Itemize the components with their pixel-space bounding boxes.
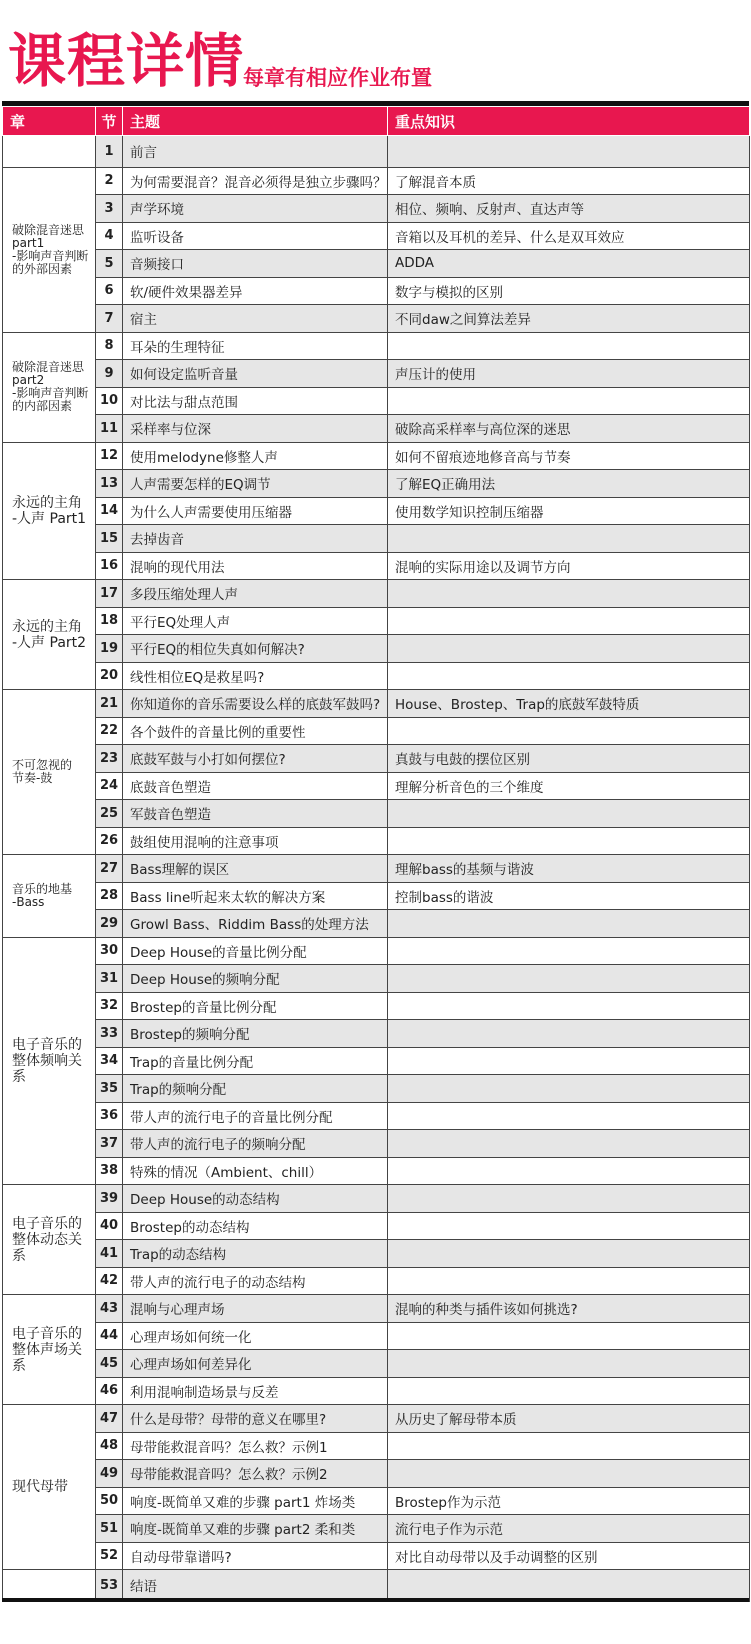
topic-cell: Growl Bass、Riddim Bass的处理方法 xyxy=(123,910,388,938)
chapter-cell: 破除混音迷思part1 -影响声音判断的外部因素 xyxy=(3,167,96,332)
key-knowledge-cell: 如何不留痕迹地修音高与节奏 xyxy=(388,442,750,470)
topic-cell: 前言 xyxy=(123,136,388,168)
key-knowledge-cell xyxy=(388,992,750,1020)
section-number-cell: 23 xyxy=(96,745,123,773)
section-number-cell: 19 xyxy=(96,635,123,663)
key-knowledge-cell xyxy=(388,662,750,690)
topic-cell: 声学环境 xyxy=(123,195,388,223)
section-number-cell: 9 xyxy=(96,360,123,388)
column-header-topic: 主题 xyxy=(123,107,388,136)
table-row xyxy=(3,305,750,333)
key-knowledge-cell xyxy=(388,1240,750,1268)
key-knowledge-cell xyxy=(388,1075,750,1103)
section-number-cell: 11 xyxy=(96,415,123,443)
key-knowledge-cell xyxy=(388,827,750,855)
section-number-cell: 45 xyxy=(96,1350,123,1378)
key-knowledge-cell: 真鼓与电鼓的摆位区别 xyxy=(388,745,750,773)
topic-cell: 使用melodyne修整人声 xyxy=(123,442,388,470)
key-knowledge-cell xyxy=(388,1157,750,1185)
table-row xyxy=(3,580,750,608)
table-row xyxy=(3,882,750,910)
section-number-cell: 16 xyxy=(96,552,123,580)
table-row xyxy=(3,167,750,195)
table-row xyxy=(3,965,750,993)
table-row xyxy=(3,195,750,223)
table-row xyxy=(3,1432,750,1460)
table-row xyxy=(3,222,750,250)
section-number-cell: 43 xyxy=(96,1295,123,1323)
section-number-cell: 18 xyxy=(96,607,123,635)
key-knowledge-cell xyxy=(388,1185,750,1213)
section-number-cell: 39 xyxy=(96,1185,123,1213)
section-number-cell: 30 xyxy=(96,937,123,965)
key-knowledge-cell: 了解混音本质 xyxy=(388,167,750,195)
table-row xyxy=(3,910,750,938)
section-number-cell: 29 xyxy=(96,910,123,938)
section-number-cell: 49 xyxy=(96,1460,123,1488)
topic-cell: 响度-既简单又难的步骤 part1 炸场类 xyxy=(123,1487,388,1515)
table-row xyxy=(3,937,750,965)
key-knowledge-cell xyxy=(388,1212,750,1240)
topic-cell: 耳朵的生理特征 xyxy=(123,332,388,360)
section-number-cell: 42 xyxy=(96,1267,123,1295)
topic-cell: Deep House的动态结构 xyxy=(123,1185,388,1213)
key-knowledge-cell: 控制bass的谐波 xyxy=(388,882,750,910)
key-knowledge-cell: 音箱以及耳机的差异、什么是双耳效应 xyxy=(388,222,750,250)
column-header-chapter: 章 xyxy=(3,107,96,136)
chapter-cell: 破除混音迷思part2 -影响声音判断的内部因素 xyxy=(3,332,96,442)
table-row xyxy=(3,1130,750,1158)
section-number-cell: 10 xyxy=(96,387,123,415)
topic-cell: 底鼓军鼓与小打如何摆位? xyxy=(123,745,388,773)
key-knowledge-cell: 对比自动母带以及手动调整的区别 xyxy=(388,1542,750,1570)
topic-cell: 母带能救混音吗？怎么救？示例2 xyxy=(123,1460,388,1488)
key-knowledge-cell: 从历史了解母带本质 xyxy=(388,1405,750,1433)
table-row xyxy=(3,1020,750,1048)
topic-cell: 底鼓音色塑造 xyxy=(123,772,388,800)
column-header-section: 节 xyxy=(96,107,123,136)
section-number-cell: 44 xyxy=(96,1322,123,1350)
section-number-cell: 51 xyxy=(96,1515,123,1543)
chapter-cell: 永远的主角 -人声 Part1 xyxy=(3,442,96,580)
topic-cell: Deep House的频响分配 xyxy=(123,965,388,993)
section-number-cell: 20 xyxy=(96,662,123,690)
topic-cell: 鼓组使用混响的注意事项 xyxy=(123,827,388,855)
table-row xyxy=(3,1377,750,1405)
table-row xyxy=(3,497,750,525)
key-knowledge-cell xyxy=(388,607,750,635)
key-knowledge-cell xyxy=(388,387,750,415)
table-row xyxy=(3,855,750,883)
table-row xyxy=(3,1487,750,1515)
section-number-cell: 15 xyxy=(96,525,123,553)
topic-cell: 自动母带靠谱吗? xyxy=(123,1542,388,1570)
section-number-cell: 7 xyxy=(96,305,123,333)
page-header xyxy=(0,0,751,104)
chapter-cell: 音乐的地基 -Bass xyxy=(3,855,96,938)
topic-cell: Trap的频响分配 xyxy=(123,1075,388,1103)
topic-cell: 监听设备 xyxy=(123,222,388,250)
topic-cell: 平行EQ处理人声 xyxy=(123,607,388,635)
key-knowledge-cell: 相位、频响、反射声、直达声等 xyxy=(388,195,750,223)
table-row xyxy=(3,1515,750,1543)
key-knowledge-cell: 流行电子作为示范 xyxy=(388,1515,750,1543)
chapter-cell xyxy=(3,1570,96,1602)
topic-cell: 混响的现代用法 xyxy=(123,552,388,580)
topic-cell: 各个鼓件的音量比例的重要性 xyxy=(123,717,388,745)
section-number-cell: 27 xyxy=(96,855,123,883)
key-knowledge-cell xyxy=(388,965,750,993)
table-row xyxy=(3,1240,750,1268)
page-title: 课程详情 xyxy=(8,27,245,95)
section-number-cell: 47 xyxy=(96,1405,123,1433)
key-knowledge-cell: 混响的实际用途以及调节方向 xyxy=(388,552,750,580)
section-number-cell: 21 xyxy=(96,690,123,718)
key-knowledge-cell: 数字与模拟的区别 xyxy=(388,277,750,305)
section-number-cell: 6 xyxy=(96,277,123,305)
chapter-cell: 电子音乐的 整体频响关系 xyxy=(3,937,96,1185)
key-knowledge-cell xyxy=(388,1350,750,1378)
key-knowledge-cell xyxy=(388,635,750,663)
table-row xyxy=(3,717,750,745)
section-number-cell: 28 xyxy=(96,882,123,910)
table-row xyxy=(3,1047,750,1075)
section-number-cell: 32 xyxy=(96,992,123,1020)
table-row xyxy=(3,442,750,470)
table-row xyxy=(3,332,750,360)
topic-cell: 混响与心理声场 xyxy=(123,1295,388,1323)
key-knowledge-cell xyxy=(388,800,750,828)
table-row xyxy=(3,635,750,663)
table-row xyxy=(3,136,750,168)
section-number-cell: 48 xyxy=(96,1432,123,1460)
topic-cell: 结语 xyxy=(123,1570,388,1602)
table-row xyxy=(3,1212,750,1240)
section-number-cell: 2 xyxy=(96,167,123,195)
section-number-cell: 31 xyxy=(96,965,123,993)
key-knowledge-cell xyxy=(388,580,750,608)
section-number-cell: 12 xyxy=(96,442,123,470)
section-number-cell: 13 xyxy=(96,470,123,498)
table-row xyxy=(3,415,750,443)
chapter-cell: 电子音乐的 整体声场关系 xyxy=(3,1295,96,1405)
topic-cell: 响度-既简单又难的步骤 part2 柔和类 xyxy=(123,1515,388,1543)
section-number-cell: 52 xyxy=(96,1542,123,1570)
topic-cell: 母带能救混音吗？怎么救？示例1 xyxy=(123,1432,388,1460)
section-number-cell: 33 xyxy=(96,1020,123,1048)
key-knowledge-cell xyxy=(388,1130,750,1158)
table-row xyxy=(3,772,750,800)
topic-cell: Brostep的音量比例分配 xyxy=(123,992,388,1020)
section-number-cell: 3 xyxy=(96,195,123,223)
topic-cell: 多段压缩处理人声 xyxy=(123,580,388,608)
table-body xyxy=(3,136,750,1602)
topic-cell: 对比法与甜点范围 xyxy=(123,387,388,415)
chapter-cell xyxy=(3,136,96,168)
key-knowledge-cell xyxy=(388,1322,750,1350)
key-knowledge-cell xyxy=(388,1377,750,1405)
key-knowledge-cell xyxy=(388,1102,750,1130)
topic-cell: 带人声的流行电子的音量比例分配 xyxy=(123,1102,388,1130)
table-row xyxy=(3,277,750,305)
topic-cell: 线性相位EQ是救星吗? xyxy=(123,662,388,690)
table-row xyxy=(3,1460,750,1488)
table-row xyxy=(3,250,750,278)
section-number-cell: 24 xyxy=(96,772,123,800)
topic-cell: 你知道你的音乐需要设么样的底鼓军鼓吗? xyxy=(123,690,388,718)
table-row xyxy=(3,1295,750,1323)
key-knowledge-cell: 不同daw之间算法差异 xyxy=(388,305,750,333)
table-row xyxy=(3,745,750,773)
key-knowledge-cell xyxy=(388,525,750,553)
table-row xyxy=(3,827,750,855)
chapter-cell: 电子音乐的 整体动态关系 xyxy=(3,1185,96,1295)
key-knowledge-cell xyxy=(388,1020,750,1048)
section-number-cell: 34 xyxy=(96,1047,123,1075)
key-knowledge-cell xyxy=(388,332,750,360)
key-knowledge-cell: 混响的种类与插件该如何挑选? xyxy=(388,1295,750,1323)
topic-cell: 音频接口 xyxy=(123,250,388,278)
table-row xyxy=(3,607,750,635)
topic-cell: Deep House的音量比例分配 xyxy=(123,937,388,965)
table-row xyxy=(3,552,750,580)
section-number-cell: 41 xyxy=(96,1240,123,1268)
topic-cell: Bass line听起来太软的解决方案 xyxy=(123,882,388,910)
table-row xyxy=(3,690,750,718)
topic-cell: Brostep的频响分配 xyxy=(123,1020,388,1048)
chapter-cell: 现代母带 xyxy=(3,1405,96,1570)
topic-cell: 人声需要怎样的EQ调节 xyxy=(123,470,388,498)
section-number-cell: 36 xyxy=(96,1102,123,1130)
table-row xyxy=(3,360,750,388)
topic-cell: 为何需要混音？混音必须得是独立步骤吗？ xyxy=(123,167,388,195)
table-row xyxy=(3,1157,750,1185)
key-knowledge-cell xyxy=(388,717,750,745)
key-knowledge-cell: ADDA xyxy=(388,250,750,278)
key-knowledge-cell: 理解分析音色的三个维度 xyxy=(388,772,750,800)
key-knowledge-cell xyxy=(388,1570,750,1602)
section-number-cell: 40 xyxy=(96,1212,123,1240)
key-knowledge-cell xyxy=(388,910,750,938)
table-row xyxy=(3,1322,750,1350)
key-knowledge-cell: 使用数学知识控制压缩器 xyxy=(388,497,750,525)
key-knowledge-cell xyxy=(388,1047,750,1075)
page-subtitle: 每章有相应作业布置 xyxy=(243,66,432,90)
key-knowledge-cell: 理解bass的基频与谐波 xyxy=(388,855,750,883)
table-row xyxy=(3,525,750,553)
section-number-cell: 4 xyxy=(96,222,123,250)
section-number-cell: 26 xyxy=(96,827,123,855)
section-number-cell: 22 xyxy=(96,717,123,745)
table-header-row xyxy=(3,107,750,136)
table-row xyxy=(3,1267,750,1295)
key-knowledge-cell: House、Brostep、Trap的底鼓军鼓特质 xyxy=(388,690,750,718)
section-number-cell: 5 xyxy=(96,250,123,278)
key-knowledge-cell xyxy=(388,136,750,168)
topic-cell: 利用混响制造场景与反差 xyxy=(123,1377,388,1405)
topic-cell: 宿主 xyxy=(123,305,388,333)
table-row xyxy=(3,1102,750,1130)
column-header-key-knowledge: 重点知识 xyxy=(388,107,750,136)
topic-cell: 心理声场如何统一化 xyxy=(123,1322,388,1350)
topic-cell: Brostep的动态结构 xyxy=(123,1212,388,1240)
course-table-container xyxy=(2,106,749,1602)
table-row xyxy=(3,1542,750,1570)
topic-cell: Trap的动态结构 xyxy=(123,1240,388,1268)
key-knowledge-cell xyxy=(388,937,750,965)
topic-cell: Trap的音量比例分配 xyxy=(123,1047,388,1075)
course-table xyxy=(2,106,750,1602)
topic-cell: 什么是母带？母带的意义在哪里? xyxy=(123,1405,388,1433)
chapter-cell: 不可忽视的 节奏-鼓 xyxy=(3,690,96,855)
table-row xyxy=(3,1075,750,1103)
key-knowledge-cell: 声压计的使用 xyxy=(388,360,750,388)
table-row xyxy=(3,662,750,690)
topic-cell: Bass理解的误区 xyxy=(123,855,388,883)
section-number-cell: 14 xyxy=(96,497,123,525)
section-number-cell: 37 xyxy=(96,1130,123,1158)
key-knowledge-cell: Brostep作为示范 xyxy=(388,1487,750,1515)
topic-cell: 采样率与位深 xyxy=(123,415,388,443)
key-knowledge-cell xyxy=(388,1432,750,1460)
section-number-cell: 8 xyxy=(96,332,123,360)
topic-cell: 为什么人声需要使用压缩器 xyxy=(123,497,388,525)
table-row xyxy=(3,470,750,498)
topic-cell: 军鼓音色塑造 xyxy=(123,800,388,828)
section-number-cell: 35 xyxy=(96,1075,123,1103)
section-number-cell: 25 xyxy=(96,800,123,828)
table-bottom-rule xyxy=(2,1598,749,1602)
topic-cell: 带人声的流行电子的频响分配 xyxy=(123,1130,388,1158)
section-number-cell: 53 xyxy=(96,1570,123,1602)
topic-cell: 软/硬件效果器差异 xyxy=(123,277,388,305)
section-number-cell: 17 xyxy=(96,580,123,608)
topic-cell: 特殊的情况（Ambient、chill） xyxy=(123,1157,388,1185)
chapter-cell: 永远的主角 -人声 Part2 xyxy=(3,580,96,690)
table-row xyxy=(3,1405,750,1433)
topic-cell: 如何设定监听音量 xyxy=(123,360,388,388)
table-row xyxy=(3,992,750,1020)
section-number-cell: 46 xyxy=(96,1377,123,1405)
key-knowledge-cell: 破除高采样率与高位深的迷思 xyxy=(388,415,750,443)
section-number-cell: 1 xyxy=(96,136,123,168)
table-row xyxy=(3,1185,750,1213)
key-knowledge-cell xyxy=(388,1267,750,1295)
topic-cell: 带人声的流行电子的动态结构 xyxy=(123,1267,388,1295)
topic-cell: 去掉齿音 xyxy=(123,525,388,553)
key-knowledge-cell: 了解EQ正确用法 xyxy=(388,470,750,498)
topic-cell: 心理声场如何差异化 xyxy=(123,1350,388,1378)
table-row xyxy=(3,387,750,415)
table-row xyxy=(3,1350,750,1378)
topic-cell: 平行EQ的相位失真如何解决? xyxy=(123,635,388,663)
table-row xyxy=(3,1570,750,1602)
key-knowledge-cell xyxy=(388,1460,750,1488)
table-row xyxy=(3,800,750,828)
section-number-cell: 50 xyxy=(96,1487,123,1515)
section-number-cell: 38 xyxy=(96,1157,123,1185)
